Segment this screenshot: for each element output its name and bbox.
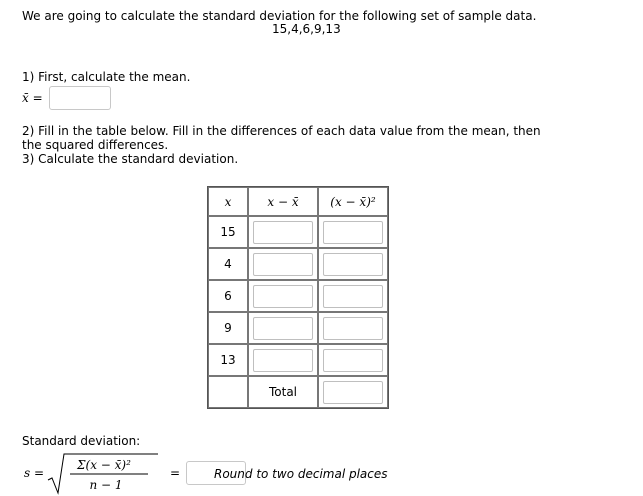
data-value: 4 bbox=[208, 248, 248, 280]
squared-difference-input[interactable] bbox=[323, 317, 383, 340]
squared-cell bbox=[318, 248, 388, 280]
squared-cell bbox=[318, 216, 388, 248]
mean-row bbox=[22, 86, 111, 110]
data-value: 9 bbox=[208, 312, 248, 344]
sqrt-fraction-icon bbox=[46, 450, 166, 496]
mean-input[interactable] bbox=[49, 86, 111, 110]
difference-input[interactable] bbox=[253, 221, 313, 244]
sd-formula bbox=[22, 450, 246, 496]
total-squared-input[interactable] bbox=[323, 381, 383, 404]
table-row bbox=[208, 344, 388, 376]
squared-difference-input[interactable] bbox=[323, 349, 383, 372]
step3-instruction: 3) Calculate the standard deviation. bbox=[22, 152, 239, 166]
step2-instruction: 2) Fill in the table below. Fill in the differences of each data value from the mean, then the squared differences. bbox=[22, 124, 541, 152]
formula-numerator: Σ(x − x̄)² bbox=[77, 458, 131, 472]
table-row bbox=[208, 248, 388, 280]
difference-cell bbox=[248, 344, 318, 376]
problem-intro: We are going to calculate the standard deviation for the following set of sample data. bbox=[22, 9, 537, 23]
header-x: x bbox=[208, 187, 248, 216]
squared-cell bbox=[318, 312, 388, 344]
table-row bbox=[208, 312, 388, 344]
data-value: 13 bbox=[208, 344, 248, 376]
difference-cell bbox=[248, 312, 318, 344]
data-value: 15 bbox=[208, 216, 248, 248]
dataset-values: 15,4,6,9,13 bbox=[272, 22, 341, 36]
table-header-row bbox=[208, 187, 388, 216]
difference-input[interactable] bbox=[253, 253, 313, 276]
total-label: Total bbox=[248, 376, 318, 408]
table-row bbox=[208, 216, 388, 248]
header-difference: x − x̄ bbox=[248, 187, 318, 216]
table-row bbox=[208, 280, 388, 312]
difference-cell bbox=[248, 248, 318, 280]
s-equals: s = bbox=[24, 466, 45, 480]
table-total-row bbox=[208, 376, 388, 408]
difference-input[interactable] bbox=[253, 349, 313, 372]
total-cell bbox=[318, 376, 388, 408]
sd-label: Standard deviation: bbox=[22, 434, 141, 448]
round-note: Round to two decimal places bbox=[214, 467, 388, 481]
deviation-table bbox=[207, 186, 389, 409]
squared-difference-input[interactable] bbox=[323, 221, 383, 244]
data-value: 6 bbox=[208, 280, 248, 312]
squared-difference-input[interactable] bbox=[323, 253, 383, 276]
squared-cell bbox=[318, 344, 388, 376]
header-squared-difference: (x − x̄)² bbox=[318, 187, 388, 216]
difference-input[interactable] bbox=[253, 285, 313, 308]
formula-denominator: n − 1 bbox=[89, 478, 123, 492]
empty-cell bbox=[208, 376, 248, 408]
difference-input[interactable] bbox=[253, 317, 313, 340]
difference-cell bbox=[248, 280, 318, 312]
step1-instruction: 1) First, calculate the mean. bbox=[22, 70, 191, 84]
formula-equals: = bbox=[170, 466, 181, 480]
difference-cell bbox=[248, 216, 318, 248]
mean-symbol: x̄ = bbox=[22, 91, 43, 105]
squared-difference-input[interactable] bbox=[323, 285, 383, 308]
squared-cell bbox=[318, 280, 388, 312]
